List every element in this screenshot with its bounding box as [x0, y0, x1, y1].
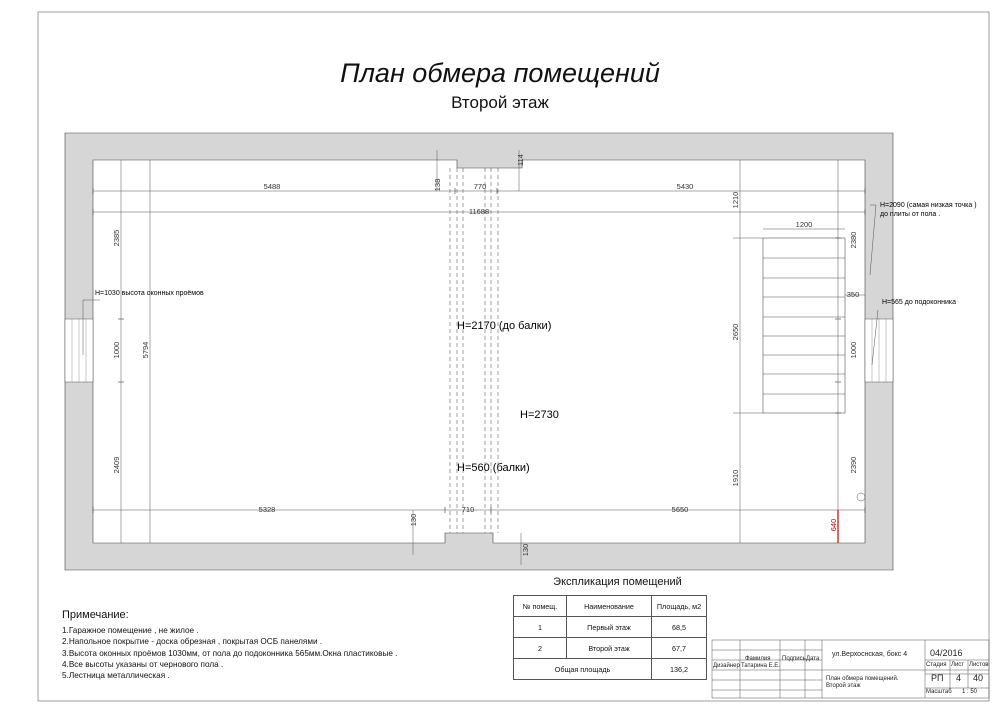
dim-1200: 1200	[795, 220, 813, 229]
notes-title: Примечание:	[62, 609, 129, 621]
note-item: 4.Все высоты указаны от чернового пола .	[62, 659, 224, 669]
note-item: 2.Напольное покрытие - доска обрезная , покрытая ОСБ панелями .	[62, 637, 323, 647]
dim-2385: 2385	[112, 229, 121, 247]
cell-name: Второй этаж	[567, 638, 652, 659]
dim-5488: 5488	[263, 182, 281, 191]
header-name: Наименование	[567, 596, 652, 617]
dim-1910: 1910	[731, 469, 740, 487]
label-h-2090-2: до плиты от пола .	[880, 211, 941, 218]
dim-5430: 5430	[676, 182, 694, 191]
stamp-col-date: Дата	[806, 656, 820, 662]
label-h-2170: H=2170 (до балки)	[457, 320, 552, 332]
plan-title: План обмера помещений	[340, 58, 660, 88]
dim-5650: 5650	[671, 505, 689, 514]
dim-640: 640	[829, 518, 838, 532]
stamp-stage: РП	[931, 673, 944, 683]
cell-name: Первый этаж	[567, 617, 652, 638]
stamp-scale: 1 : 50	[962, 689, 978, 695]
stamp-scale-label: Масштаб	[926, 689, 952, 695]
note-item: 1.Гаражное помещение , не жилое .	[62, 626, 199, 635]
header-number: № помещ.	[514, 596, 567, 617]
note-item: 3.Высота оконных проёмов 1030мм, от пола до подоконника 565мм.Окна пластиковые .	[62, 648, 398, 658]
stamp-date: 04/2016	[930, 648, 963, 658]
stamp-col-sign: Подпись	[782, 656, 806, 662]
cell-area: 68,5	[652, 617, 707, 638]
cell-area: 67,7	[652, 638, 707, 659]
stamp-sheet-label: Лист	[951, 662, 965, 668]
label-h-2090-1: H=2090 (самая низкая точка )	[880, 202, 977, 209]
stamp-role: Дизайнер	[713, 663, 740, 669]
dim-138: 138	[433, 178, 442, 192]
stamp-desc-line2: Второй этаж	[826, 683, 861, 689]
stamp-col-family: Фамилия	[745, 656, 771, 662]
stamp-sheets: 40	[973, 673, 984, 683]
note-item: 5.Лестница металлическая .	[62, 671, 170, 681]
explication-title: Экспликация помещений	[553, 576, 682, 588]
stamp-person: Татарина Е.Е.	[741, 663, 780, 669]
dim-11688: 11688	[468, 207, 490, 216]
label-sill-height: H=565 до подоконника	[882, 299, 956, 306]
title-block	[712, 640, 989, 698]
dim-130-a: 130	[409, 513, 418, 527]
dim-710: 710	[461, 505, 475, 514]
label-h-560: H=560 (балки)	[457, 462, 530, 474]
dim-5794: 5794	[141, 341, 150, 359]
label-window-height: H=1030 высота оконных проёмов	[95, 290, 204, 297]
dim-130-b: 130	[521, 543, 530, 557]
dim-114: 114	[516, 154, 525, 166]
dim-5328: 5328	[258, 505, 276, 514]
plan-subtitle: Второй этаж	[451, 93, 549, 112]
stamp-desc-line1: План обмера помещений.	[826, 676, 899, 682]
stamp-sheets-label: Листов	[969, 662, 989, 668]
stamp-address: ул.Верхоснская, бокс 4	[832, 651, 908, 658]
dim-1000-left: 1000	[112, 341, 121, 359]
dim-1000-right: 1000	[849, 341, 858, 359]
cell-number: 2	[514, 638, 567, 659]
dim-350: 350	[846, 290, 860, 299]
total-label: Общая площадь	[514, 659, 652, 680]
stamp-stage-label: Стадия	[926, 662, 947, 668]
stamp-sheet: 4	[956, 673, 962, 683]
dim-2409: 2409	[112, 456, 121, 474]
cell-number: 1	[514, 617, 567, 638]
header-area: Площадь, м2	[652, 596, 707, 617]
dim-2650: 2650	[731, 323, 740, 341]
dim-2390: 2390	[849, 456, 858, 474]
total-value: 136,2	[652, 659, 707, 680]
dim-770: 770	[473, 182, 487, 191]
dim-2380: 2380	[849, 231, 858, 249]
label-h-2730: H=2730	[520, 409, 559, 421]
dim-1210: 1210	[731, 191, 740, 209]
